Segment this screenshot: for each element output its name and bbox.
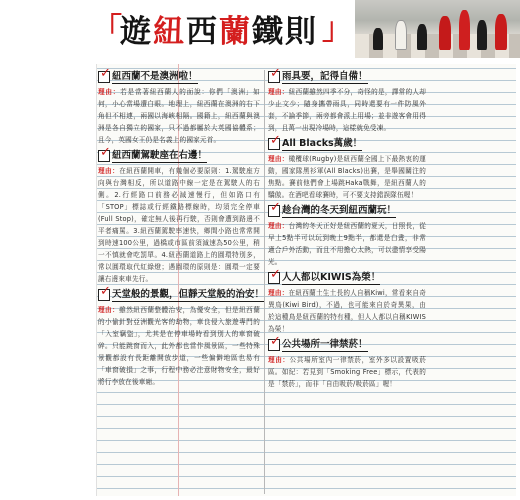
chess-piece [459, 10, 470, 50]
section-text: 4.紐西蘭道路上的圓環特別多，常以圓環取代紅綠燈；遇圓環的原則是：圓環一定要讓右邊來車先行。 [98, 251, 260, 283]
reason-label: 理由： [268, 289, 289, 297]
checkbox-checked-icon [98, 289, 110, 301]
reason-label: 理由： [268, 88, 289, 96]
section-body [268, 354, 426, 390]
title-char: 蘭 [219, 14, 252, 50]
checkbox-checked-icon [268, 205, 280, 217]
giant-chess-photo [355, 0, 520, 58]
left-column [98, 70, 265, 391]
reason-label: 理由： [98, 306, 120, 314]
title-char: 西 [186, 14, 219, 50]
checkbox-checked-icon [98, 71, 110, 83]
chess-piece [495, 14, 507, 50]
section-heading [268, 204, 426, 218]
reason-label: 理由： [268, 222, 289, 230]
title-bracket-close: 」 [322, 12, 352, 47]
reason-label: 理由： [268, 356, 290, 364]
checkbox-checked-icon [268, 71, 280, 83]
checkbox-checked-icon [268, 272, 280, 284]
checkbox-checked-icon [268, 339, 280, 351]
checkbox-checked-icon [98, 150, 110, 162]
section-title: 紐西蘭不是澳洲啦！ [112, 70, 198, 82]
header [0, 0, 520, 62]
section-body [98, 304, 260, 388]
chess-piece [373, 28, 383, 50]
column-divider [264, 70, 265, 494]
chess-piece [395, 20, 407, 50]
section-title: All Blacks萬歲！ [282, 137, 363, 149]
section-title: 天堂般的景觀，但靜天堂般的治安！ [112, 288, 265, 300]
rule-section-safety [98, 288, 265, 388]
section-text: 紐西蘭雖然四季不分，奇怪的是，譯常的人却少止文少；隨身攜帶雨具，同時還要有一件防風外套，不論季節，兩旁都會派上用場；並非遊客會用得到，且萬一出現冷場時，這樣就免受凍。 [268, 88, 426, 132]
section-text: 雖然紐西蘭整體治安，為優安全，但是紐西蘭的小偷針對亞洲觀光客的劫物，車良侵入旅遊專門的「入室竊盜」，尤其是在停車場時看到別人的車窗破碎。只能跳窗而入，此外都也當作風景區，一些特殊景觀都設有長距離開放步道，一些偏僻地區也易有「車窗破損」之事，行程中務必注意財物安全，最好將行李放在後車廂。 [98, 306, 260, 386]
section-text: 若是當著紐西蘭人的面說：你們「澳洲」如何，小心當場遭白眼。地理上，紐西蘭在澳洲的右下角但不相連，兩國以海峽相隔。國籍上，紐西蘭與澳洲是各自獨立的國家，只不過都屬於大英國協體系；且今，英國女王仍是名義上的國家元首。 [98, 88, 260, 144]
rule-section-all-blacks [268, 137, 426, 201]
section-body [268, 153, 426, 201]
reason-label: 理由： [268, 155, 289, 163]
section-title: 趁台灣的冬天到紐西蘭玩！ [282, 204, 397, 216]
section-text: 2.行經路口前務必減速慢行，但如路口有「STOP」標誌或行經鐵路標線時，均須完全停車(Full Stop)，確定無人後再行駛，否則會遭到路邊不平者痛罵。 [98, 191, 261, 235]
right-column [268, 70, 426, 393]
title-bracket-open: 「 [92, 12, 122, 47]
section-body [268, 287, 426, 335]
chess-piece [417, 24, 427, 50]
title-char: 紐 [153, 14, 186, 50]
section-text: 在紐西蘭開車，有幾個必要原則：1.駕駛座方向與台灣相反，所以道路中線一定是在駕駛人的右側。 [98, 167, 260, 199]
section-body [98, 165, 260, 285]
rule-section-winter-travel [268, 204, 426, 268]
section-title: 人人都以KIWIS為榮！ [282, 271, 381, 283]
title-char: 則 [285, 14, 318, 50]
section-text: 台灣的冬天正好是紐西蘭的夏天，日照長，從早上5點半可以玩到晚上9點半，都還是白晝，非常適合戶外活動，而且不用擔心太熱，可以盡情享受陽光。 [268, 222, 426, 266]
section-body [268, 86, 426, 134]
rule-section-kiwis [268, 271, 426, 335]
section-heading [268, 137, 426, 151]
section-heading [268, 70, 426, 84]
section-body [98, 86, 260, 146]
rule-section-rain-gear [268, 70, 426, 134]
section-title: 公共場所一律禁菸！ [282, 338, 368, 350]
title-char: 遊 [120, 14, 153, 50]
reason-label: 理由： [98, 167, 120, 175]
section-heading [98, 149, 260, 163]
rule-section-no-smoking [268, 338, 426, 390]
section-text: 公共場所室內一律禁菸，室外多以設置吸菸區。如紀：若見到「Smoking Free」標示，代表的是「禁菸」，而非「自由吸菸/吸菸區」喔！ [268, 356, 426, 388]
chess-piece [477, 20, 487, 50]
section-text: 橄欖球(Rugby)是紐西蘭全國上下最熱衷的運動，國家隊黑衫軍(All Blacks)出賽，是舉國關注的焦點。賽前他們會上場跳Haka戰舞，是紐西蘭人的驕傲。在酒吧看球賽時，可不要支持錯誤隊伍喔！ [268, 155, 426, 199]
section-text: 3.紐西蘭駕駛率速快，鄉間小路也常常開到時速100公里，過橋或市區前須減速為50公里，稍一不慎就會吃罰單。 [98, 227, 260, 259]
section-title: 雨具要，記得自備！ [282, 70, 368, 82]
section-heading [268, 338, 426, 352]
rule-section-driving [98, 149, 260, 285]
chess-piece [439, 16, 451, 50]
section-heading [268, 271, 426, 285]
checkbox-checked-icon [268, 138, 280, 150]
section-heading [98, 70, 260, 84]
section-body [268, 220, 426, 268]
section-title: 紐西蘭駕駛座在右邊！ [112, 149, 208, 161]
rule-section-not-australia [98, 70, 260, 146]
title-char: 鐵 [252, 14, 285, 50]
reason-label: 理由： [98, 88, 121, 96]
section-text: 在紐西蘭土生土長的人自稱Kiwi，常看來自奇異鳥(Kiwi Bird)，不過，也可能來自於奇異果，由於這種鳥是紐西蘭的特有種，但人人都以自稱KIWIS為榮！ [268, 289, 426, 333]
page-title [120, 10, 318, 54]
section-heading [98, 288, 265, 302]
